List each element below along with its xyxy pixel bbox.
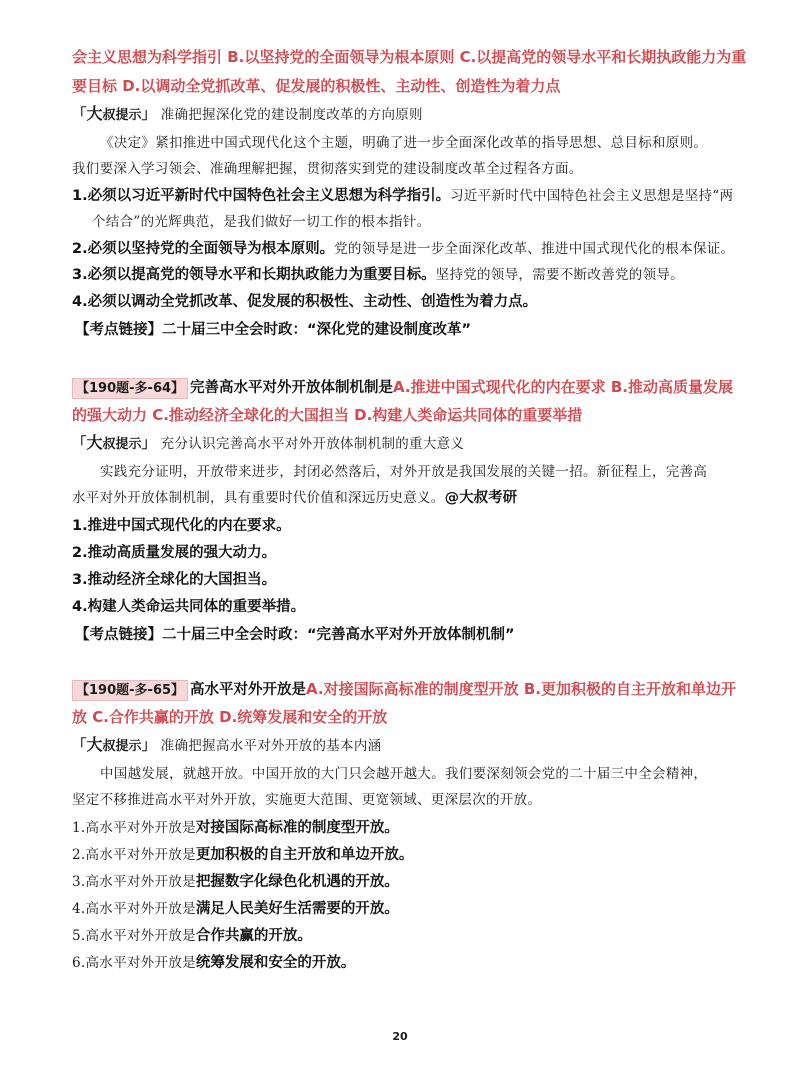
tip-label-small: 叔提示: [102, 739, 142, 754]
q63-intro-line2: 我们要深入学习领会、准确理解把握，贯彻落实到党的建设制度改革全过程各方面。: [72, 161, 583, 177]
q63-point-2-rest: 党的领导是进一步全面深化改革、推进中国式现代化的根本保证。: [334, 241, 735, 257]
q63-point-3-bold: 3.必须以提高党的领导水平和长期执政能力为重要目标。: [72, 267, 436, 283]
q65-point-6-prefix: 6.高水平对外开放是: [72, 955, 196, 971]
q65-point-1: [72, 818, 399, 838]
tip-close-bracket: 」: [141, 436, 157, 452]
q65-answers-line2: 放 C.合作共赢的开放 D.统筹发展和安全的开放: [72, 708, 388, 726]
q63-point-4-bold: 4.必须以调动全党抓改革、促发展的积极性、主动性、创造性为着力点。: [72, 294, 538, 310]
tip-label-big: 大: [86, 735, 103, 754]
q64-stem: 完善高水平对外开放体制机制是: [190, 380, 394, 396]
q63-point-2: [72, 239, 734, 259]
q64-point-1: 1.推进中国式现代化的内在要求。: [72, 518, 291, 534]
tip-label-small: 叔提示: [102, 437, 142, 452]
q64-point-4: 4.构建人类命运共同体的重要举措。: [72, 599, 306, 615]
q63-answers-line1: 会主义思想为科学指引 B.以坚持党的全面领导为根本原则 C.以提高党的领导水平和长期执政能力为重: [72, 48, 747, 66]
q63-link: 【考点链接】二十届三中全会时政：“深化党的建设制度改革”: [75, 322, 472, 338]
tip-label-small: 叔提示: [102, 108, 142, 123]
tip-label-big: 大: [86, 433, 103, 452]
q65-stem: 高水平对外开放是: [190, 682, 307, 698]
q64-link: 【考点链接】二十届三中全会时政：“完善高水平对外开放体制机制”: [75, 627, 515, 643]
q65-point-4-bold: 满足人民美好生活需要的开放。: [195, 901, 399, 917]
q63-tip-title: 准确把握深化党的建设制度改革的方向原则: [160, 107, 423, 123]
q64-tag-number: 190: [89, 381, 117, 396]
tip-open-bracket: 「: [72, 738, 87, 754]
q65-point-2-prefix: 2.高水平对外开放是: [72, 847, 196, 863]
q65-point-4-prefix: 4.高水平对外开放是: [72, 901, 196, 917]
q64-question: [72, 377, 733, 399]
q65-question: [72, 679, 736, 701]
q65-intro-line1: 中国越发展，就越开放。中国开放的大门只会越开越大。我们要深刻领会党的二十届三中全会精神，: [100, 766, 708, 782]
q64-tip-title: 充分认识完善高水平对外开放体制机制的重大意义: [160, 436, 465, 452]
q63-point-3-rest: 坚持党的领导，需要不断改善党的领导。: [435, 267, 685, 283]
q65-point-3-bold: 把握数字化绿色化机遇的开放。: [195, 874, 399, 890]
q65-tag-rest: 题-多-65】: [116, 683, 185, 698]
q65-intro-line2: 坚定不移推进高水平对外开放，实施更大范围、更宽领域、更深层次的开放。: [72, 792, 542, 808]
q65-point-2-bold: 更加积极的自主开放和单边开放。: [195, 847, 414, 863]
q65-point-3: [72, 872, 399, 892]
tip-close-bracket: 」: [141, 738, 157, 754]
q65-point-6-bold: 统筹发展和安全的开放。: [195, 955, 356, 971]
q65-point-5-bold: 合作共赢的开放。: [195, 928, 312, 944]
q63-intro-line1: 《决定》紧扣推进中国式现代化这个主题，明确了进一步全面深化改革的指导思想、总目标和原则。: [100, 135, 708, 151]
q64-signature: @大叔考研: [444, 490, 518, 506]
q65-point-1-prefix: 1.高水平对外开放是: [72, 820, 196, 836]
q64-intro-line2-row: [72, 488, 517, 508]
q64-point-2: 2.推动高质量发展的强大动力。: [72, 545, 277, 561]
q65-point-4: [72, 899, 399, 919]
tip-label-big: 大: [86, 104, 103, 123]
q65-tag-number: 190: [89, 683, 117, 698]
q64-tag: 【190题-多-64】: [72, 378, 188, 399]
q65-tip: [72, 735, 381, 757]
q65-point-6: [72, 953, 355, 973]
q63-tip: [72, 104, 423, 126]
q63-answers-line2: 要目标 D.以调动全党抓改革、促发展的积极性、主动性、创造性为着力点: [72, 77, 561, 95]
tip-open-bracket: 「: [72, 436, 87, 452]
q63-point-1-bold: 1.必须以习近平新时代中国特色社会主义思想为科学指引。: [72, 188, 451, 204]
q63-point-1-rest: 习近平新时代中国特色社会主义思想是坚持“两: [450, 188, 734, 204]
q65-point-5: [72, 926, 312, 946]
q63-point-3: [72, 265, 684, 285]
q64-answers-line1: A.推进中国式现代化的内在要求 B.推动高质量发展: [393, 378, 733, 396]
q64-tag-rest: 题-多-64】: [116, 381, 185, 396]
q64-tip: [72, 433, 464, 455]
q64-point-3: 3.推动经济全球化的大国担当。: [72, 572, 277, 588]
tip-open-bracket: 「: [72, 107, 87, 123]
q65-tag: 【190题-多-65】: [72, 680, 188, 701]
q65-point-5-prefix: 5.高水平对外开放是: [72, 928, 196, 944]
q65-point-2: [72, 845, 413, 865]
q65-tip-title: 准确把握高水平对外开放的基本内涵: [160, 738, 382, 754]
q64-answers-line2: 的强大动力 C.推动经济全球化的大国担当 D.构建人类命运共同体的重要举措: [72, 406, 583, 424]
q64-intro-line2: 水平对外开放体制机制，具有重要时代价值和深远历史意义。: [72, 490, 445, 506]
page-number: 20: [392, 1030, 408, 1043]
q63-point-2-bold: 2.必须以坚持党的全面领导为根本原则。: [72, 241, 335, 257]
q65-answers-line1: A.对接国际高标准的制度型开放 B.更加积极的自主开放和单边开: [306, 680, 736, 698]
q63-point-1-cont: 个结合”的光辉典范，是我们做好一切工作的根本指针。: [92, 214, 431, 230]
q63-point-4: [72, 292, 537, 312]
tip-close-bracket: 」: [141, 107, 157, 123]
q63-point-1: [72, 186, 733, 206]
q65-point-1-bold: 对接国际高标准的制度型开放。: [195, 820, 399, 836]
q64-intro-line1: 实践充分证明，开放带来进步，封闭必然落后，对外开放是我国发展的关键一招。新征程上，完善高: [100, 464, 708, 480]
q65-point-3-prefix: 3.高水平对外开放是: [72, 874, 196, 890]
